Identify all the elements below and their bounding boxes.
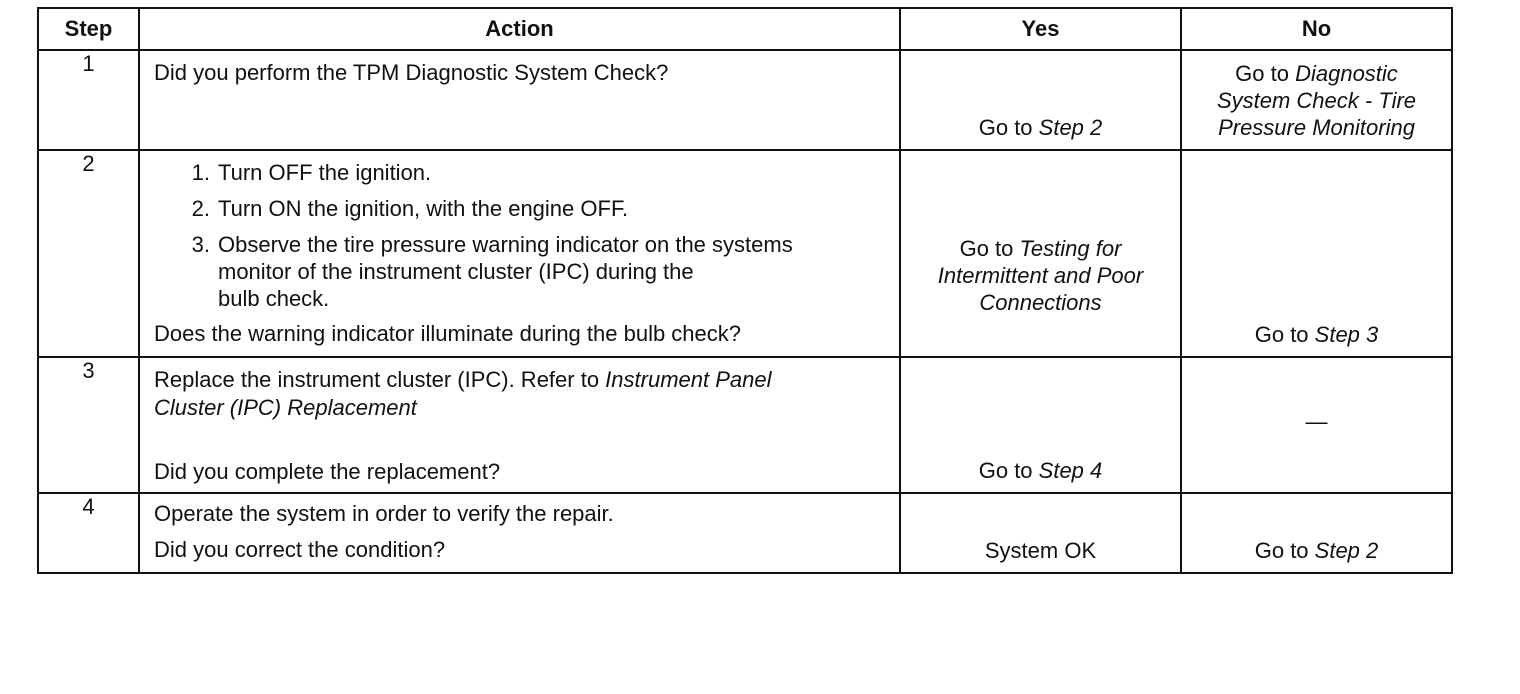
action-text: Did you perform the TPM Diagnostic System Check?: [154, 60, 669, 85]
table-row: [38, 493, 1452, 573]
header-step: Step: [38, 8, 139, 50]
no-text: Go to Step 3: [1254, 322, 1379, 347]
no-cell: [1181, 493, 1452, 573]
no-text: —: [1305, 409, 1328, 434]
list-item: 2. Turn ON the ignition, with the engine OFF.: [191, 196, 629, 221]
header-action: Action: [139, 8, 900, 50]
list-item: 3. Observe the tire pressure warning indicator on the systems monitor of the instrument cluster (IPC) during the bulb check.: [191, 232, 793, 311]
question-text: Did you correct the condition?: [154, 537, 446, 562]
no-text: Go to Diagnostic System Check - Tire Pressure Monitoring: [1216, 61, 1417, 140]
header-row: [38, 8, 1452, 50]
table-row: [38, 150, 1452, 357]
diagnostic-table: [37, 7, 1453, 574]
action-cell: [139, 357, 900, 493]
question-text: Does the warning indicator illuminate during the bulb check?: [154, 321, 742, 346]
question-text: Did you complete the replacement?: [154, 459, 501, 484]
action-cell: [139, 493, 900, 573]
no-cell: [1181, 150, 1452, 357]
no-text: Go to Step 2: [1254, 538, 1379, 563]
action-cell: [139, 150, 900, 357]
header-yes: Yes: [900, 8, 1181, 50]
yes-cell: [900, 150, 1181, 357]
list-item: 1. Turn OFF the ignition.: [191, 160, 432, 185]
action-text: Operate the system in order to verify the repair.: [154, 501, 614, 526]
no-cell: [1181, 50, 1452, 150]
yes-text: System OK: [984, 538, 1097, 563]
step-number: 1: [38, 50, 139, 150]
table-row: [38, 357, 1452, 493]
yes-text: Go to Step 2: [978, 115, 1103, 140]
yes-text: Go to Step 4: [978, 458, 1103, 483]
step-number: 2: [38, 150, 139, 357]
table-row: [38, 50, 1452, 150]
yes-cell: [900, 357, 1181, 493]
action-text: Replace the instrument cluster (IPC). Refer to Instrument Panel Cluster (IPC) Replacement: [154, 367, 772, 420]
action-cell: [139, 50, 900, 150]
substep-list: [154, 159, 885, 312]
yes-text: Go to Testing for Intermittent and Poor Connections: [937, 236, 1144, 315]
no-cell: [1181, 357, 1452, 493]
yes-cell: [900, 50, 1181, 150]
step-number: 4: [38, 493, 139, 573]
header-no: No: [1181, 8, 1452, 50]
step-number: 3: [38, 357, 139, 493]
yes-cell: [900, 493, 1181, 573]
